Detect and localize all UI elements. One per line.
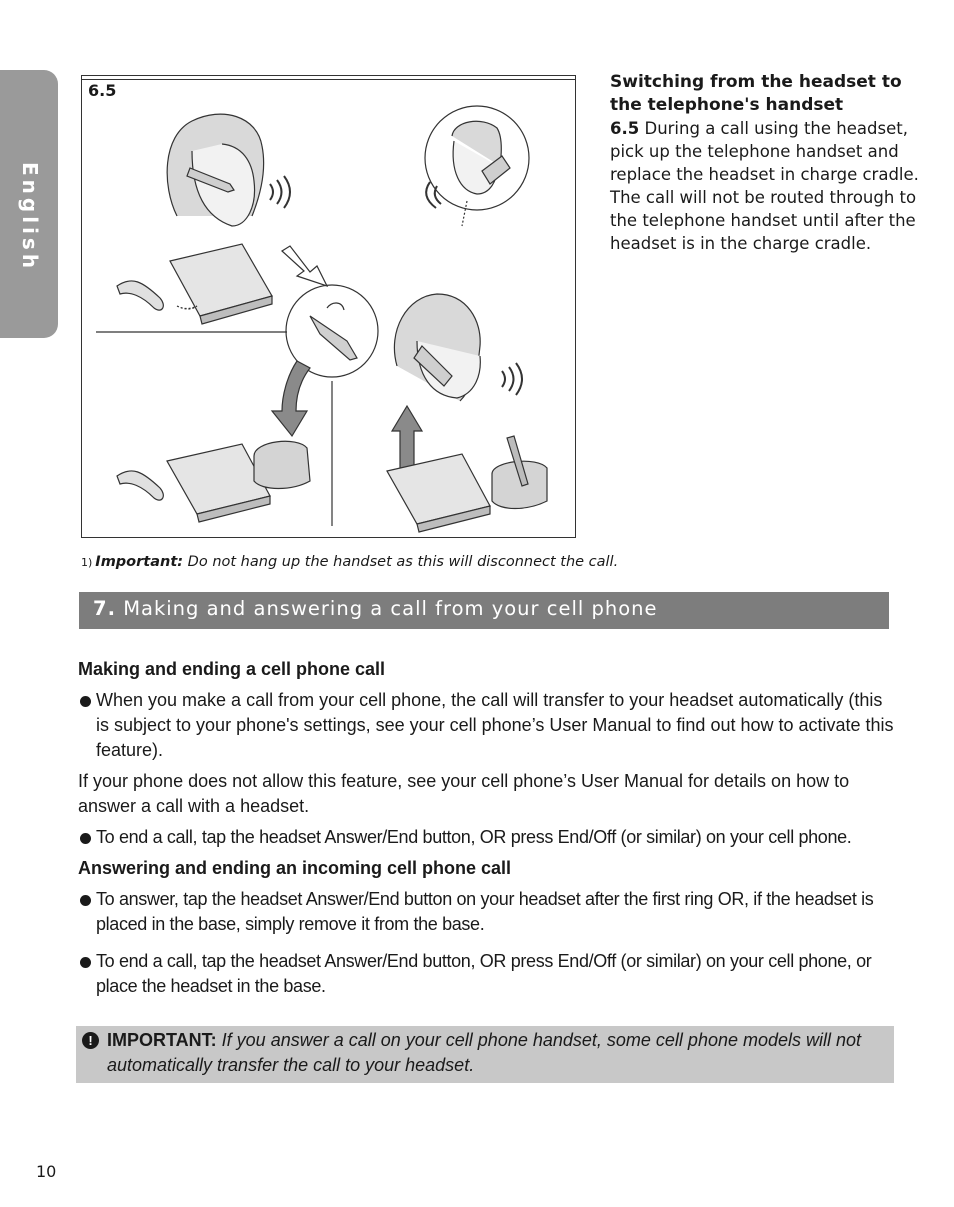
making-heading: Making and ending a cell phone call	[78, 659, 386, 679]
bullet-icon	[80, 957, 91, 968]
desk-phone-bottom-left-illustration	[117, 441, 310, 522]
answering-bullet-2	[78, 949, 898, 999]
making-bullet-1	[78, 688, 898, 763]
answering-bullet-1	[78, 887, 898, 937]
important-notice	[76, 1026, 894, 1083]
footnote-mark: 1)	[81, 556, 93, 569]
man-phone-illustration	[425, 106, 529, 226]
switching-section	[610, 71, 930, 255]
section-title: Making and answering a call from your cell phone	[123, 597, 658, 620]
switching-body	[610, 117, 930, 255]
footnote	[81, 554, 618, 570]
language-tab	[0, 70, 58, 338]
answering-heading: Answering and ending an incoming cell phone call	[78, 858, 512, 878]
desk-phone-top-illustration	[117, 244, 272, 324]
section-header	[79, 592, 889, 629]
making-bullet-2-text: To end a call, tap the headset Answer/End button, OR press End/Off (or similar) on your cell phone.	[96, 827, 852, 847]
page-number: 10	[36, 1162, 57, 1181]
switching-heading: Switching from the headset to the telephone's handset	[610, 72, 902, 115]
important-label: IMPORTANT:	[107, 1030, 217, 1050]
arrow-hollow-icon	[282, 246, 327, 286]
bullet-icon	[80, 895, 91, 906]
figure-illustration	[82, 76, 577, 539]
section-number: 7.	[93, 597, 116, 620]
switching-figure-ref: 6.5	[610, 119, 640, 138]
important-text: If you answer a call on your cell phone handset, some cell phone models will not automatically transfer the call to your headset.	[107, 1030, 862, 1075]
answering-bullet-1-text: To answer, tap the headset Answer/End button on your headset after the first ring OR, if the headset is placed in the base, simply remove it from the base.	[96, 889, 874, 934]
footnote-text: Do not hang up the handset as this will disconnect the call.	[187, 554, 619, 570]
arrow-up-icon	[392, 406, 422, 471]
making-paragraph: If your phone does not allow this feature, see your cell phone’s User Manual for details on how to answer a call with a headset.	[78, 771, 850, 816]
bullet-icon	[80, 696, 91, 707]
woman-headset-illustration	[167, 114, 290, 226]
answering-bullet-2-text: To end a call, tap the headset Answer/End button, OR press End/Off (or similar) on your cell phone, or place the headset in the base.	[96, 951, 872, 996]
footnote-label: Important:	[95, 554, 184, 570]
making-bullet-1-text: When you make a call from your cell phone, the call will transfer to your headset automatically (this is subject to your phone's settings, see your cell phone’s User Manual to find out how to activate this feature).	[96, 690, 894, 760]
switching-text: During a call using the headset, pick up the telephone handset and replace the headset in charge cradle. The call will not be routed through to the telephone handset until after the headset is in the charge cradle.	[610, 119, 919, 253]
main-content	[78, 657, 898, 1005]
exclamation-icon: !	[82, 1032, 99, 1049]
arrow-down-icon	[272, 361, 310, 436]
figure-label: 6.5	[88, 81, 117, 100]
woman-handset-illustration	[394, 294, 522, 401]
figure-6-5	[81, 75, 576, 538]
making-bullet-2	[78, 825, 898, 850]
bullet-icon	[80, 833, 91, 844]
language-tab-label: English	[18, 162, 42, 273]
